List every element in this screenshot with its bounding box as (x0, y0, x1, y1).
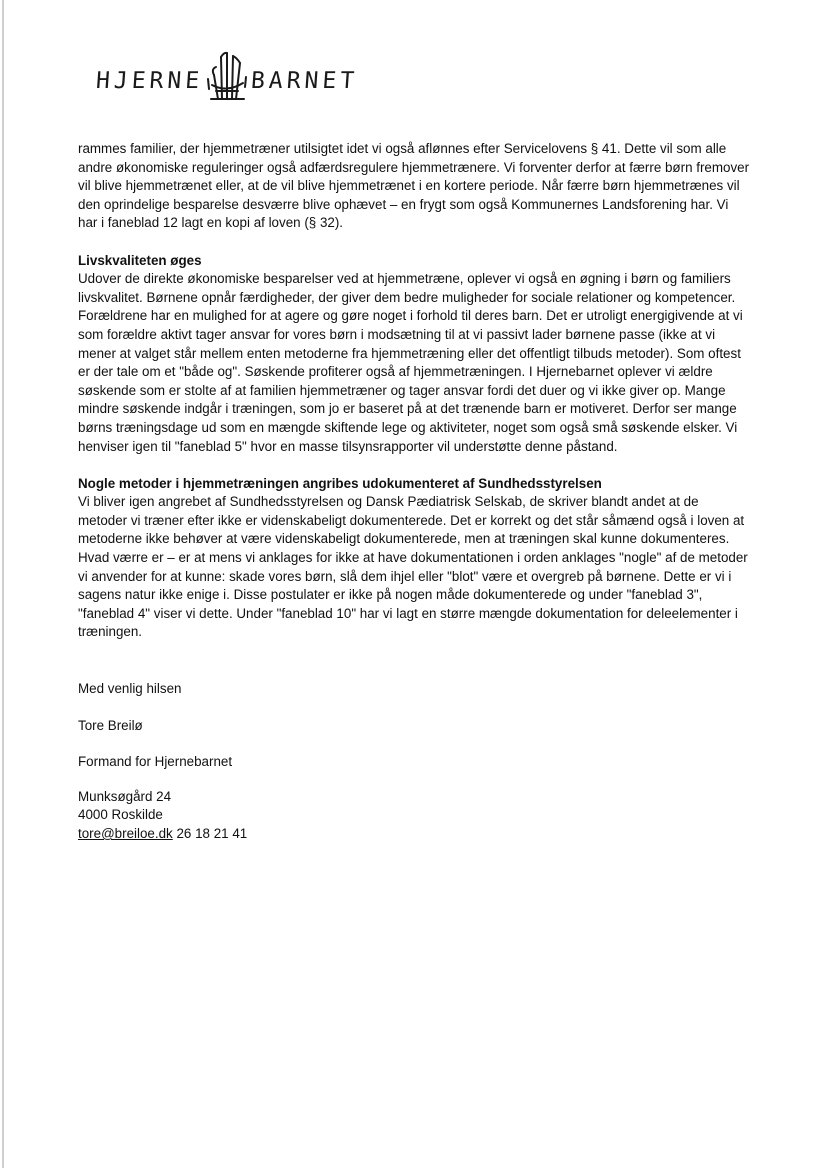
letter-body (78, 140, 750, 844)
section-paragraph: Udover de direkte økonomiske besparelser ved at hjemmetræne, oplever vi også en øgning i børn og familiers livskvalitet. Børnene opnår færdigheder, der giver dem bedre muligheder for sociale relationer og kompetencer. Forældrene har en mulighed for at agere og gøre noget i forhold til deres barn. Det er utroligt energigivende at vi som forældre aktivt tager ansvar for vores børn i modsætning til at vi passivt lader børnene passe (ikke at vi mener at valget står mellem enten metoderne fra hjemmetræning eller det offentligt tilbuds metoder). Som oftest er der tale om et "både og". Søskende profiterer også af hjemmetræningen. I Hjernebarnet oplever vi ældre søskende som er stolte af at familien hjemmetræner og tager ansvar fordi det duer og vi ikke giver op. Mange mindre søskende indgår i træningen, som jo er baseret på at det trænende barn er motiveret. Derfor ser mange børns træningsdage ud som en mængde skiftende lege og aktiviteter, noget som også små søskende elsker. Vi henviser igen til "faneblad 5" hvor en masse tilsynsrapporter vil understøtte denne påstand. (78, 271, 743, 454)
logo-word-right: BARNET (250, 68, 360, 94)
email-link[interactable]: tore@breiloe.dk (78, 826, 173, 841)
section-paragraph: Vi bliver igen angrebet af Sundhedsstyrelsen og Dansk Pædiatrisk Selskab, de skriver blandt andet at de metoder vi træner efter ikke er videnskabeligt dokumenterede. Det er korrekt og det står såmænd også i loven at metoderne ikke behøver at være videnskabeligt dokumenterede, men at træningen skal kunne dokumenteres. Hvad værre er – er at mens vi anklages for ikke at have dokumentationen i orden anklages "nogle" af de metoder vi anvender for at kunne: skade vores børn, slå dem ihjel eller "blot" være et overgreb på børnene. Dette er vi i sagens natur ikke enige i. Disse postulater er ikke på nogen måde dokumenterede og under "faneblad 3", "faneblad 4" viser vi dette. Under "faneblad 10" har vi lagt en større mængde dokumentation for deleelementer i træningen. (78, 494, 748, 640)
signer-title: Formand for Hjernebarnet (78, 754, 233, 770)
contact-line (78, 825, 750, 844)
phone-number: 26 18 21 41 (176, 826, 248, 841)
address-block (78, 788, 750, 844)
city-address: 4000 Roskilde (78, 807, 163, 823)
signature-block (78, 680, 750, 772)
section-heading: Nogle metoder i hjemmetræningen angribes udokumenteret af Sundhedsstyrelsen (78, 475, 602, 491)
logo-word-left: HJERNE (95, 68, 205, 94)
signer-name: Tore Breilø (78, 717, 143, 733)
hand-icon (207, 49, 247, 105)
logo (96, 50, 358, 112)
street-address: Munksøgård 24 (78, 788, 172, 804)
intro-paragraph: rammes familier, der hjemmetræner utilsigtet idet vi også aflønnes efter Servicelovens § 41. Dette vil som alle andre økonomiske reguleringer også adfærdsregulere hjemmetrænere. Vi forventer derfor at færre børn fremover vil blive hjemmetrænet eller, at de vil blive hjemmetrænet i en kortere periode. Når færre børn hjemmetrænes vil den oprindelige besparelse desværre blive ophævet – en frygt som også Kommunernes Landsforening har. Vi har i faneblad 12 lagt en kopi af loven (§ 32). (78, 141, 750, 231)
greeting: Med venlig hilsen (78, 681, 182, 697)
section-heading: Livskvaliteten øges (78, 252, 202, 268)
page-edge (2, 0, 4, 1168)
section-livskvalitet (78, 252, 750, 457)
section-metoder (78, 475, 750, 642)
